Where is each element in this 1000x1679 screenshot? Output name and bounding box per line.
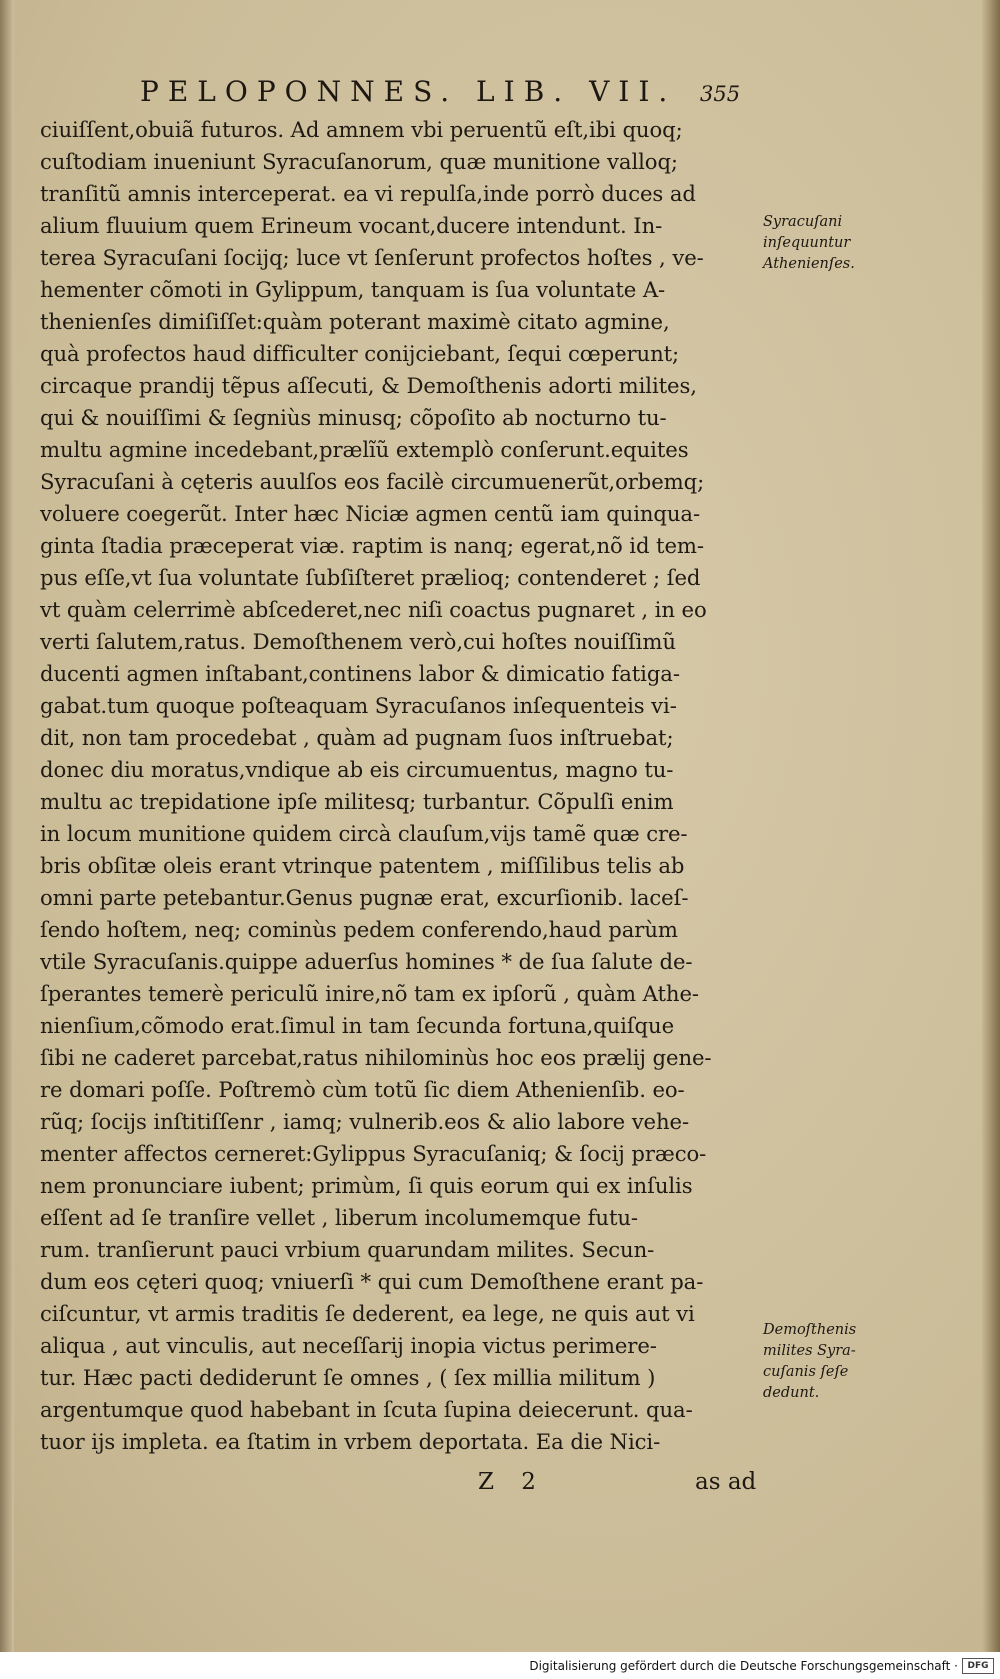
text-line: dit, non tam procedebat , quàm ad pugnam ſuos inſtruebat;	[40, 725, 674, 750]
text-line: gabat.tum quoque poſteaquam Syracuſanos inſequenteis vi-	[40, 693, 677, 718]
text-line: vtile Syracuſanis.quippe aduerſus homines * de ſua ſalute de-	[40, 949, 693, 974]
text-line: alium fluuium quem Erineum vocant,ducere intendunt. In-	[40, 213, 663, 238]
dfg-logo: DFG	[962, 1658, 994, 1674]
running-title: PELOPONNES. LIB. VII.	[140, 75, 677, 108]
page-right-edge	[982, 0, 1000, 1652]
marginal-note-line: inſequuntur	[763, 235, 851, 251]
text-line: pus eſſe,vt ſua voluntate ſubſiſteret prælioq; contenderet ; ſed	[40, 565, 701, 590]
text-line: ducenti agmen inſtabant,continens labor & dimicatio fatiga-	[40, 661, 680, 686]
text-line: aliqua , aut vinculis, aut neceſſarij inopia victus perimere-	[40, 1333, 657, 1358]
text-line: multu ac trepidatione ipſe militesq; turbantur. Cõpulſi enim	[40, 789, 674, 814]
catchword: as ad	[695, 1469, 757, 1495]
text-line: nienſium,cõmodo erat.ſimul in tam ſecunda fortuna,quiſque	[40, 1013, 675, 1038]
page-number: 355	[700, 82, 741, 106]
text-line: ginta ſtadia præceperat viæ. raptim is nanq; egerat,nõ id tem-	[40, 533, 704, 558]
text-line: tuor ijs impleta. ea ſtatim in vrbem deportata. Ea die Nici-	[40, 1429, 661, 1454]
text-line: nem pronunciare iubent; primùm, ſi quis eorum qui ex inſulis	[40, 1173, 693, 1198]
main-text-block	[40, 114, 760, 1458]
text-line: bris obſitæ oleis erant vtrinque patentem , miſſilibus telis ab	[40, 853, 685, 878]
page-left-edge	[0, 0, 14, 1652]
digitization-footer	[0, 1652, 1000, 1679]
text-line: hementer cõmoti in Gylippum, tanquam is ſua voluntate A-	[40, 277, 666, 302]
text-line: ſibi ne caderet parcebat,ratus nihilominùs hoc eos prælij gene-	[40, 1045, 712, 1070]
text-line: circaque prandij tẽpus aſſecuti, & Demoſthenis adorti milites,	[40, 373, 697, 398]
text-line: omni parte petebantur.Genus pugnæ erat, excurſionib. laceſ-	[40, 885, 689, 910]
text-line: thenienſes dimiſiſſet:quàm poterant maximè citato agmine,	[40, 309, 670, 334]
text-line: quà profectos haud difficulter conijciebant, ſequi cœperunt;	[40, 341, 680, 366]
marginal-note-line: Syracuſani	[763, 214, 843, 230]
marginal-note-line: Athenienſes.	[763, 256, 855, 272]
text-line: ciuiſſent,obuiã futuros. Ad amnem vbi peruentũ eſt,ibi quoq;	[40, 117, 683, 142]
text-line: tranſitũ amnis interceperat. ea vi repulſa,inde porrò duces ad	[40, 181, 696, 206]
marginal-note-line: cuſanis ſeſe	[763, 1364, 849, 1380]
text-line: re domari poſſe. Poſtremò cùm totũ ſic diem Athenienſib. eo-	[40, 1077, 685, 1102]
text-line: rum. tranſierunt pauci vrbium quarundam milites. Secun-	[40, 1237, 655, 1262]
marginal-note-line: milites Syra-	[763, 1343, 856, 1359]
marginal-note-line: Demoſthenis	[763, 1322, 857, 1338]
text-line: voluere coegerũt. Inter hæc Niciæ agmen centũ iam quinqua-	[40, 501, 701, 526]
text-line: rũq; ſocijs inſtitiſſenr , iamq; vulnerib.eos & alio labore vehe-	[40, 1109, 690, 1134]
text-line: tur. Hæc pacti dediderunt ſe omnes , ( ſex millia militum )	[40, 1365, 656, 1390]
text-line: in locum munitione quidem circà clauſum,vijs tamẽ quæ cre-	[40, 821, 688, 846]
text-line: terea Syracuſani ſocijq; luce vt ſenſerunt profectos hoſtes , ve-	[40, 245, 704, 270]
signature-mark: Z 2	[478, 1469, 546, 1495]
text-line: multu agmine incedebant,prælĩũ extemplò conſerunt.equites	[40, 437, 689, 462]
text-line: menter affectos cerneret:Gylippus Syracuſaniq; & ſocij præco-	[40, 1141, 707, 1166]
text-line: ſperantes temerè periculũ inire,nõ tam ex ipſorũ , quàm Athe-	[40, 981, 699, 1006]
marginal-note	[763, 1320, 893, 1404]
text-line: vt quàm celerrimè abſcederet,nec niſi coactus pugnaret , in eo	[40, 597, 707, 622]
marginal-note	[763, 212, 893, 275]
text-line: ſendo hoſtem, neq; cominùs pedem conferendo,haud parùm	[40, 917, 678, 942]
text-line: donec diu moratus,vndique ab eis circumuentus, magno tu-	[40, 757, 674, 782]
text-line: qui & nouiſſimi & ſegniùs minusq; cõpoſito ab nocturno tu-	[40, 405, 667, 430]
text-line: dum eos cęteri quoq; vniuerſi * qui cum Demoſthene erant pa-	[40, 1269, 704, 1294]
text-line: eſſent ad ſe tranſire vellet , liberum incolumemque futu-	[40, 1205, 638, 1230]
marginal-note-line: dedunt.	[763, 1385, 820, 1401]
text-line: Syracuſani à cęteris auulſos eos facilè circumuenerũt,orbemq;	[40, 469, 705, 494]
text-line: verti ſalutem,ratus. Demoſthenem verò,cui hoſtes nouiſſimũ	[40, 629, 676, 654]
text-line: argentumque quod habebant in ſcuta ſupina deiecerunt. qua-	[40, 1397, 693, 1422]
funding-credit: Digitalisierung gefördert durch die Deutsche Forschungsgemeinschaft ·	[529, 1659, 958, 1673]
text-line: ciſcuntur, vt armis traditis ſe dederent, ea lege, ne quis aut vi	[40, 1301, 695, 1326]
text-line: cuſtodiam inueniunt Syracuſanorum, quæ munitione valloq;	[40, 149, 678, 174]
